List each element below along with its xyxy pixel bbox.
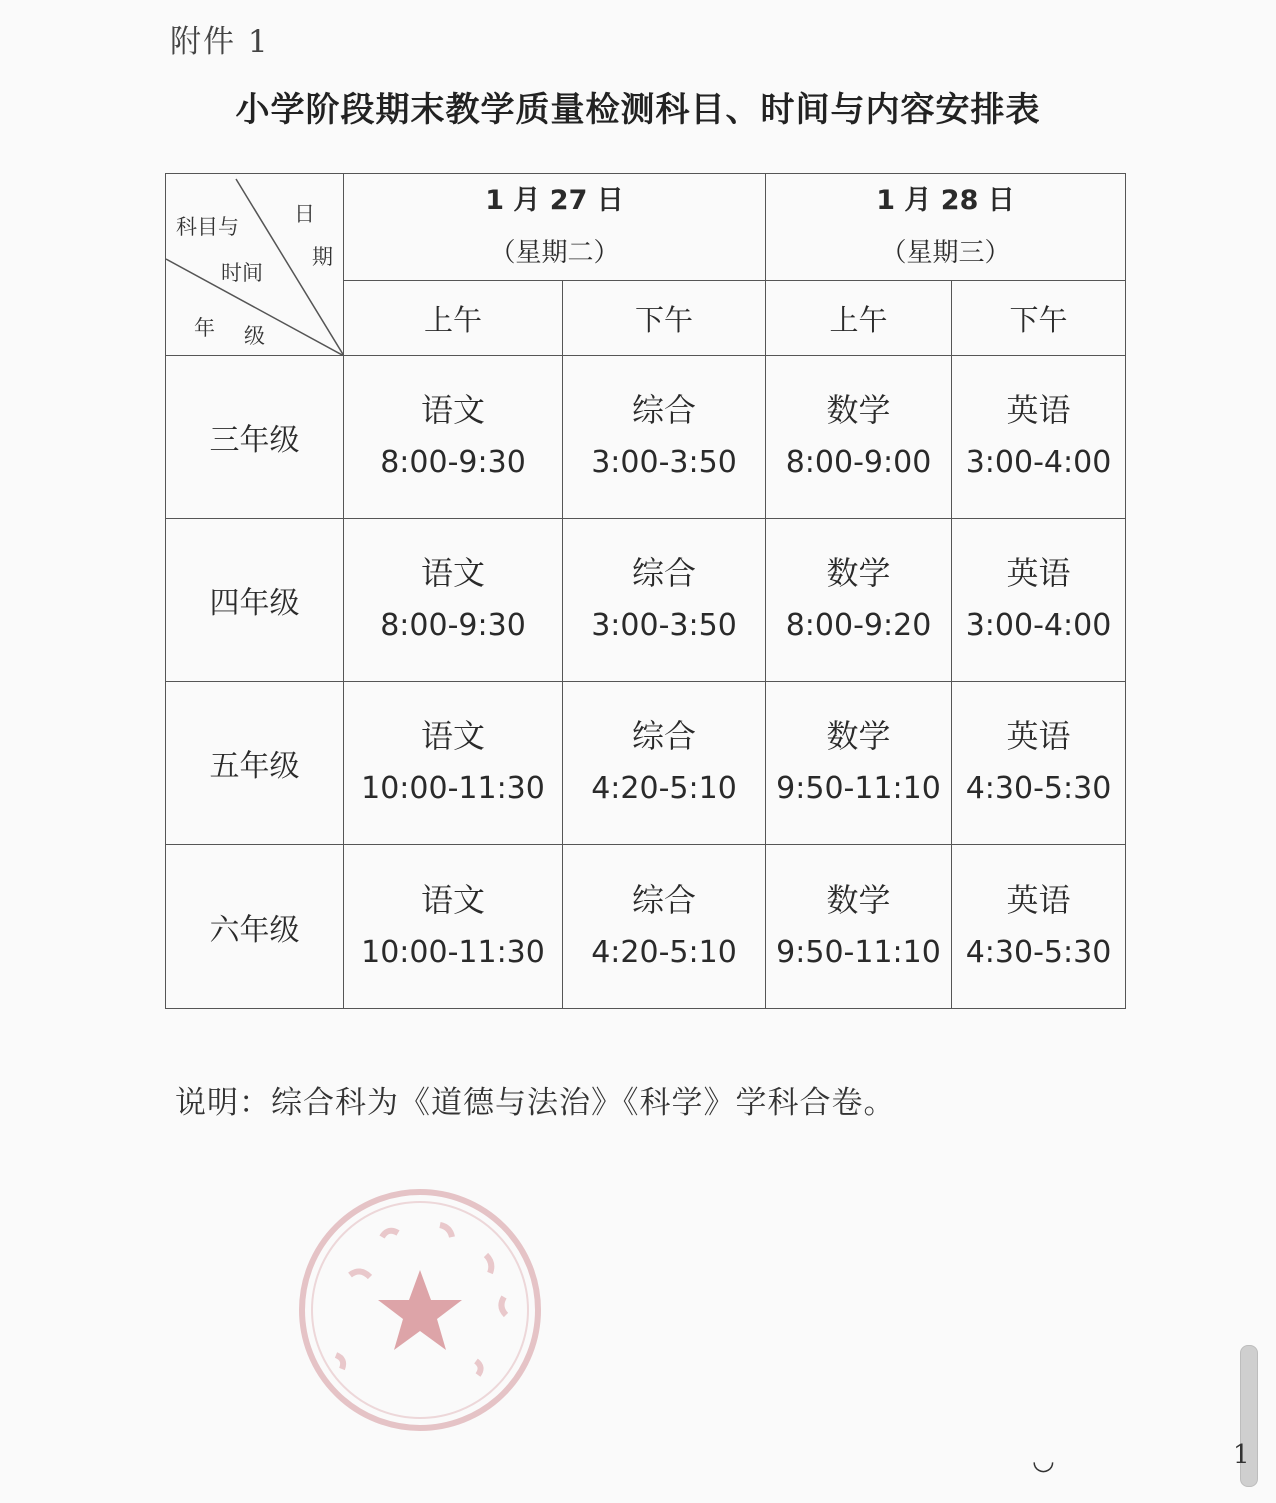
exam-time: 4:20-5:10 [591, 771, 737, 806]
exam-cell [344, 356, 563, 519]
grade-cell: 五年级 [166, 682, 344, 845]
day-weekday: （星期二） [489, 238, 620, 268]
exam-time: 4:30-5:30 [965, 934, 1112, 970]
day-date: 1 月 27 日 [485, 185, 624, 216]
exam-subject: 综合 [631, 717, 696, 755]
exam-cell [766, 356, 952, 519]
exam-time: 3:00-3:50 [591, 608, 737, 643]
exam-cell [952, 356, 1126, 519]
exam-cell [344, 682, 563, 845]
exam-subject: 语文 [420, 391, 485, 429]
table-row [166, 845, 1126, 1009]
exam-subject: 语文 [420, 880, 485, 919]
corner-subject-label: 科目与 [176, 215, 239, 239]
day-header-1 [344, 174, 766, 281]
exam-time: 4:20-5:10 [591, 934, 737, 970]
exam-cell [766, 519, 952, 682]
day-weekday: （星期三） [880, 238, 1011, 268]
corner-grade-label-1: 年 [194, 316, 215, 340]
table-row [166, 356, 1126, 519]
grade-cell: 四年级 [166, 519, 344, 682]
exam-time: 9:50-11:10 [776, 771, 941, 806]
exam-subject: 英语 [1006, 554, 1071, 592]
half-day-header: 下午 [563, 281, 766, 356]
exam-time: 8:00-9:00 [785, 445, 932, 480]
day-date: 1 月 28 日 [876, 185, 1015, 216]
exam-subject: 综合 [631, 391, 696, 429]
table-row [166, 519, 1126, 682]
corner-date-label-1: 日 [294, 202, 315, 226]
exam-time: 4:30-5:30 [965, 771, 1112, 806]
exam-time: 9:50-11:10 [776, 934, 941, 970]
exam-time: 8:00-9:30 [380, 608, 526, 643]
day-header-2 [766, 174, 1126, 281]
exam-cell [563, 682, 766, 845]
exam-subject: 语文 [420, 554, 485, 592]
exam-time: 3:00-4:00 [965, 445, 1112, 480]
official-seal [290, 1185, 550, 1435]
grade-cell: 六年级 [166, 845, 344, 1009]
exam-cell [952, 682, 1126, 845]
explanation-note: 说明：综合科为《道德与法治》《科学》学科合卷。 [175, 1085, 896, 1121]
half-day-header: 上午 [766, 281, 952, 356]
exam-time: 3:00-3:50 [591, 445, 737, 480]
half-day-header: 下午 [952, 281, 1126, 356]
grade-cell: 三年级 [166, 356, 344, 519]
exam-subject: 综合 [631, 554, 696, 592]
exam-subject: 英语 [1006, 391, 1071, 429]
exam-subject: 数学 [826, 554, 891, 592]
exam-time: 8:00-9:30 [380, 445, 526, 480]
document-title: 小学阶段期末教学质量检测科目、时间与内容安排表 [235, 90, 1041, 130]
corner-date-label-2: 期 [312, 245, 333, 269]
attachment-label: 附件 1 [170, 24, 270, 60]
exam-cell [766, 682, 952, 845]
exam-subject: 综合 [631, 880, 696, 919]
page-number: 1 [1233, 1440, 1250, 1470]
exam-time: 8:00-9:20 [785, 608, 932, 643]
exam-subject: 英语 [1006, 880, 1071, 919]
exam-time: 3:00-4:00 [965, 608, 1112, 643]
exam-cell [563, 519, 766, 682]
exam-cell [952, 845, 1126, 1009]
corner-header [166, 174, 344, 356]
exam-subject: 语文 [420, 717, 485, 755]
exam-cell [563, 356, 766, 519]
exam-subject: 数学 [826, 880, 891, 919]
exam-time: 10:00-11:30 [361, 771, 545, 806]
half-day-header: 上午 [344, 281, 563, 356]
star-icon [378, 1270, 462, 1350]
exam-cell [344, 845, 563, 1009]
exam-cell [563, 845, 766, 1009]
exam-cell [766, 845, 952, 1009]
exam-subject: 数学 [826, 391, 891, 429]
exam-cell [344, 519, 563, 682]
corner-grade-label-2: 级 [244, 324, 265, 348]
header-row-dates [166, 174, 1126, 281]
exam-cell [952, 519, 1126, 682]
exam-time: 10:00-11:30 [361, 934, 545, 970]
schedule-table [165, 173, 1126, 1009]
footer-mark: ◡ [1032, 1446, 1055, 1476]
exam-subject: 英语 [1006, 717, 1071, 755]
exam-subject: 数学 [826, 717, 891, 755]
table-row [166, 682, 1126, 845]
corner-time-label: 时间 [221, 261, 263, 285]
